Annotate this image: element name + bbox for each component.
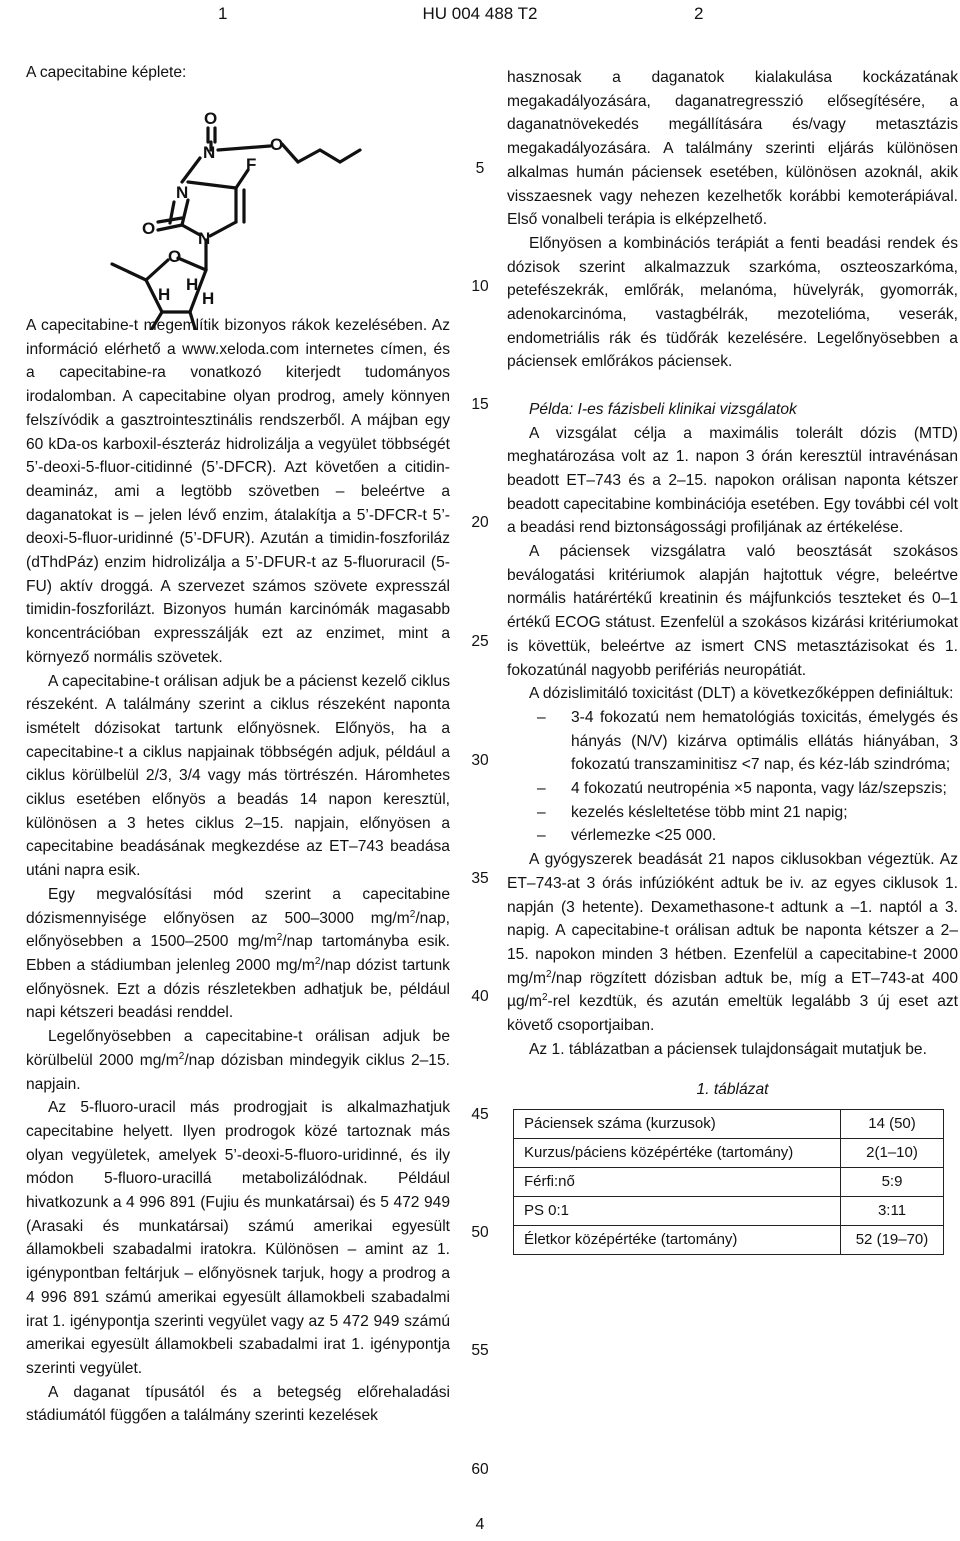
- left-text-column: [26, 314, 450, 1428]
- patient-characteristics-table: [513, 1109, 944, 1255]
- line-number: 25: [471, 633, 489, 650]
- dlt-item-text: 3-4 fokozatú nem hematológiás toxicitás, émelygés és hányás (N/V) kizárva optimális ellátás hiányában, 3 fokozatú transzaminitisz <7 nap, és kéz-láb szindróma;: [571, 708, 958, 774]
- table-cell-value: 52 (19–70): [841, 1226, 944, 1255]
- dlt-item-text: kezelés késleltetése több mint 21 napig;: [571, 803, 848, 821]
- line-number: 35: [471, 870, 489, 887]
- atom-o-top: O: [204, 109, 218, 128]
- text-segment: A capecitabine-t orálisan adjuk be a pácienst kezelő ciklus részeként. A találmány szerint a ciklus részeként naponta ismételt dózisokat tartunk előnyösnek. Előnyös, ha a capecitabine-t a ciklus napjainak többségén adjuk, például a ciklus körülbelül 2/3, 3/4 vagy más törtrészén. Háromhetes ciklus esetében előnyös a beadás 14 napon keresztül, különösen a 3 hetes ciklus 2–15. napjain, előnyösen a capecitabine beadásának megkezdése az ET–743 beadása utáni napra esik.: [26, 672, 450, 880]
- line-number: 15: [471, 396, 489, 413]
- line-number: 5: [475, 160, 485, 177]
- line-number: 55: [471, 1342, 489, 1359]
- table-cell-label: Páciensek száma (kurzusok): [514, 1110, 841, 1139]
- line-number: 10: [471, 278, 489, 295]
- text-segment: /nap dózist tartunk előnyösnek. Ezt a dózis részletekben adhatjuk be, például napi kétszeri beadási renddel.: [26, 956, 450, 1022]
- dlt-item-text: 4 fokozatú neutropénia ×5 naponta, vagy láz/szepszis;: [571, 780, 947, 798]
- capecitabine-structure: [70, 100, 370, 330]
- dlt-list-item: [507, 777, 958, 801]
- table-row: [514, 1168, 944, 1197]
- paragraph-dlt-definition: A dózislimitáló toxicitást (DLT) a következőképpen definiáltuk:: [529, 685, 954, 703]
- left-paragraph-1: [26, 314, 450, 670]
- dash-bullet: –: [537, 803, 546, 821]
- dlt-criteria-list: [507, 706, 958, 848]
- line-number: 30: [471, 752, 489, 769]
- dash-bullet: –: [537, 780, 546, 798]
- paragraph-table-intro: Az 1. táblázatban a páciensek tulajdonságait mutatjuk be.: [529, 1040, 927, 1058]
- superscript: 2: [276, 932, 283, 944]
- dash-bullet: –: [537, 827, 546, 845]
- text-segment: A capecitabine-t megemlítik bizonyos rákok kezelésében. Az információ elérhető a www.xeloda.com internetes címen, és a capecitabine-ra vonatkozó kiterjedt tudományos irodalomban. A capecitabine olyan prodrog, amely könnyen felszívódik a gasztrointesztinális rendszerből. A májban egy 60 kDa-os karboxil-észteráz hidrolizálja a vegyület többségét 5’-deoxi-5-fluor-citidinné (5’-DFCR). Azt követően a citidin-deamináz, ami a legtöbb szövetben – beleértve a daganatokat is – jelen lévő enzim, átalakítja a 5’-DFCR-t 5’-deoxi-5-fluor-uridinné (5’-DFUR). Azután a timidin-foszforiláz (dThdPáz) enzim hidrolizálja a 5’-DFUR-t az 5-fluoruracil (5-FU) aktív droggá. A szervezet számos szövete expresszál timidin-foszforilázt. Bizonyos humán karcinómák magasabb koncentrációban expresszálják ezt az enzimet, mint a környező normális szövetek.: [26, 317, 450, 666]
- line-number: 45: [471, 1106, 489, 1123]
- text-segment: /nap, előnyösebben a 1500–2500 mg/m: [26, 909, 450, 951]
- left-paragraph-3: [26, 883, 450, 1025]
- atom-o-sugar: O: [168, 247, 182, 266]
- table-row: [514, 1226, 944, 1255]
- formula-title: A capecitabine képlete:: [26, 64, 187, 81]
- text-segment: /nap dózisban mindegyik ciklus 2–15. napjain.: [26, 1051, 450, 1093]
- left-paragraph-2: [26, 670, 450, 883]
- right-text-column: [507, 66, 958, 1255]
- dlt-item-text: vérlemezke <25 000.: [571, 827, 717, 845]
- table-cell-value: 5:9: [841, 1168, 944, 1197]
- line-number: 60: [471, 1461, 489, 1478]
- paragraph-administration: [507, 848, 958, 1038]
- table-title: 1. táblázat: [696, 1080, 769, 1098]
- example-heading: Példa: I-es fázisbeli klinikai vizsgálatok: [529, 400, 797, 418]
- left-paragraph-5: [26, 1096, 450, 1380]
- paragraph-treatment-uses: hasznosak a daganatok kialakulása kockázatának megakadályozására, daganatregresszió elősegítésére, a daganatnövekedés megállítására és/vagy metasztázis megakadályozására. A találmány szerinti eljárás különösen alkalmas humán páciensek esetében, különösen azoknál, akik visszaesnek vagy nehezen kezelhetők korábbi kemoterápiával. Első vonalbeli terápia is elképzelhető.: [507, 69, 958, 229]
- table-cell-label: Életkor középértéke (tartomány): [514, 1226, 841, 1255]
- left-paragraph-4: [26, 1025, 450, 1096]
- left-paragraph-6: [26, 1381, 450, 1428]
- atom-f: F: [246, 155, 257, 174]
- table-row: [514, 1197, 944, 1226]
- table-cell-value: 3:11: [841, 1197, 944, 1226]
- table-cell-label: Férfi:nő: [514, 1168, 841, 1197]
- superscript: 2: [178, 1050, 185, 1062]
- paragraph-study-aim: A vizsgálat célja a maximális tolerált dózis (MTD) meghatározása volt az 1. napon 3 órán keresztül intravénásan beadott ET–743 és a 2–15. napokon orálisan naponta kétszer beadott capecitabine kombinációja esetében. Egy további cél volt a beadási rend biztonságossági profiljának az értékelése.: [507, 424, 958, 537]
- header-right-page-number: 2: [694, 4, 704, 23]
- line-number: 20: [471, 514, 489, 531]
- text-segment: A daganat típusától és a betegség előrehaladási stádiumától függően a találmány szerinti kezelések: [26, 1383, 450, 1425]
- text-segment: A gyógyszerek beadását 21 napos ciklusokban végeztük. Az ET–743-at 3 órás infúzióként adtuk be iv. az egyes ciklusok 1. napján (3 hetente). Dexamethasone-t adtunk a –1. naptól a 3. napig. A capecitabine-t orálisan adtuk be naponta kétszer a 2–15. napokon minden 3 hétben. Ezenfelül a capecitabine-t 2000 mg/m: [507, 851, 958, 987]
- header-document-id: HU 004 488 T2: [422, 4, 538, 23]
- atom-n-ring: N: [176, 183, 189, 202]
- table-row: [514, 1110, 944, 1139]
- text-segment: Legelőnyösebben a capecitabine-t orálisan adjuk be körülbelül 2000 mg/m: [26, 1028, 450, 1069]
- superscript: 2: [545, 968, 552, 980]
- header-left-page-number: 1: [218, 4, 228, 23]
- line-number: 40: [471, 988, 489, 1005]
- table-row: [514, 1139, 944, 1168]
- text-segment: Az 5-fluoro-uracil más prodrogjait is alkalmazhatjuk capecitabine helyett. Ilyen prodrogok közé tartoznak más olyan vegyületek, amelyek 5’-deoxi-5-fluoro-uridinné, és ily módon 5-fluoro-uracillá metabolizálódnak. Például hivatkozunk a 4 996 891 (Fujiu és munkatársai) és 5 472 949 (Arasaki és munkatársai) számú amerikai egyesült államokbeli szabadalmi iratokra. Különösen – amint az 1. igénypontban feltárjuk – előnyösnek tarjuk, hogy a prodrog a 4 996 891 számú amerikai egyesült államokbeli szabadalmi irat 1. igénypontja szerinti vegyület vagy az 5 472 949 számú amerikai egyesült államokbeli szabadalmi irat 1. igénypontja szerinti vegyület.: [26, 1099, 450, 1377]
- text-segment: -rel kezdtük, és azután emeltük legalább 3 új eset azt követő csoportjaiban.: [507, 993, 958, 1035]
- table-cell-value: 14 (50): [841, 1110, 944, 1139]
- atom-h-2: H: [202, 289, 215, 308]
- text-segment: Egy megvalósítási mód szerint a capecitabine dózismennyisége előnyösen az 500–3000 mg/m: [26, 885, 450, 927]
- paragraph-patient-criteria: A páciensek vizsgálatra való beosztását szokásos beválogatási kritériumok alapján hajtottuk végre, beleértve normális határértékű kreatinin és májfunkciós teszteket és 0–1 értékű ECOG státust. Ezenfelül a szokásos kizárási kritériumokat is követtük, beleértve az ismert CNS metasztázisokat és 1. fokozatúnál nagyobb perifériás neuropátiát.: [507, 543, 958, 679]
- atom-o-ester: O: [270, 135, 284, 154]
- dlt-list-item: [507, 824, 958, 848]
- line-number: 50: [471, 1224, 489, 1241]
- table-cell-label: Kurzus/páciens középértéke (tartomány): [514, 1139, 841, 1168]
- dlt-list-item: [507, 706, 958, 777]
- atom-h-3: H: [158, 285, 171, 304]
- dash-bullet: –: [537, 708, 546, 726]
- table-cell-value: 2(1–10): [841, 1139, 944, 1168]
- atom-o-carbonyl: O: [142, 219, 156, 238]
- superscript: 2: [409, 908, 416, 920]
- text-segment: /nap tartományba esik. Ebben a stádiumban jelenleg 2000 mg/m: [26, 933, 450, 974]
- paragraph-cancer-types: Előnyösen a kombinációs terápiát a fenti beadási rendek és dózisok szerint alkalmazzuk szarkóma, oszteoszarkóma, petefészekrák, emlőrák, melanóma, hüvelyrák, gyomorrák, adenokarcinóma, vastagbélrák, mezotelióma, veserák, endometriális rák és tüdőrák kezelésére. Legelőnyösebben a páciensek emlőrákos páciensek.: [507, 234, 958, 371]
- dlt-list-item: [507, 801, 958, 825]
- superscript: 2: [541, 992, 548, 1004]
- atom-h-1: H: [186, 275, 199, 294]
- page-number: 4: [475, 1516, 485, 1533]
- atom-n-sugar: N: [198, 229, 211, 248]
- superscript: 2: [314, 955, 321, 967]
- atom-n-top: N: [203, 143, 216, 162]
- text-segment: /nap rögzített dózisban adtuk be, míg a ET–743-at 400 µg/m: [507, 969, 958, 1011]
- table-cell-label: PS 0:1: [514, 1197, 841, 1226]
